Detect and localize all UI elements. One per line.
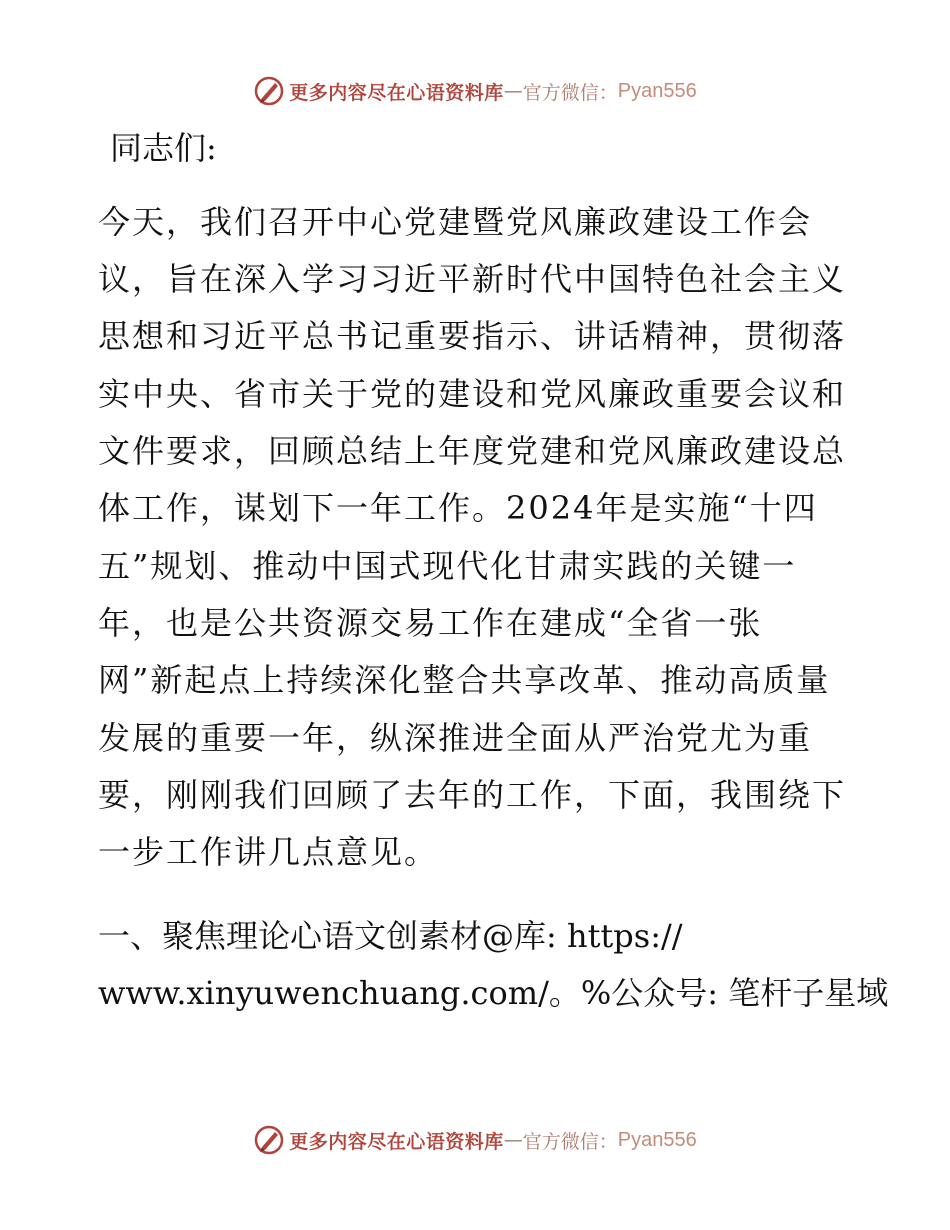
banner-contact-label: 官方微信：: [522, 1130, 618, 1153]
banner-dash: —: [503, 1129, 523, 1151]
pen-logo-icon: [253, 1124, 285, 1156]
paragraph-line: 实中央、省市关于党的建设和党风廉政重要会议和: [98, 375, 847, 413]
paragraph-line: 今天，我们召开中心党建暨党风廉政建设工作会: [98, 203, 813, 241]
paragraph-line: 思想和习近平总书记重要指示、讲话精神，贯彻落: [98, 317, 847, 355]
paragraph-line: 一步工作讲几点意见。: [98, 833, 439, 871]
salutation: 同志们:: [110, 129, 217, 167]
paragraph-line: 要，刚刚我们回顾了去年的工作，下面，我围绕下: [98, 776, 847, 814]
footer-banner: [0, 1120, 950, 1160]
paragraph-line: 年，也是公共资源交易工作在建成“全省一张: [98, 604, 763, 642]
banner-text: 更多内容尽在心语资料库: [289, 81, 504, 104]
header-banner: [0, 71, 950, 111]
paragraph-line: 体工作，谋划下一年工作。2024年是实施“十四: [98, 489, 818, 527]
paragraph-line: 议，旨在深入学习习近平新时代中国特色社会主义: [98, 260, 847, 298]
banner-text: 更多内容尽在心语资料库: [289, 1130, 504, 1153]
section-heading-line: www.xinyuwenchuang.com/。%公众号: 笔杆子星域: [98, 974, 889, 1012]
paragraph-line: 网”新起点上持续深化整合共享改革、推动高质量: [98, 661, 831, 699]
pen-logo-icon: [253, 75, 285, 107]
paragraph-line: 五”规划、推动中国式现代化甘肃实践的关键一: [98, 547, 797, 585]
paragraph-line: 文件要求，回顾总结上年度党建和党风廉政建设总: [98, 432, 847, 470]
banner-dash: —: [503, 80, 523, 102]
banner-wechat-id: Pyan556: [617, 1128, 697, 1151]
banner-contact-label: 官方微信：: [522, 81, 618, 104]
banner-wechat-id: Pyan556: [617, 79, 697, 102]
section-heading-line: 一、聚焦理论心语文创素材@库: https://: [98, 917, 683, 955]
paragraph-line: 发展的重要一年，纵深推进全面从严治党尤为重: [98, 719, 813, 757]
